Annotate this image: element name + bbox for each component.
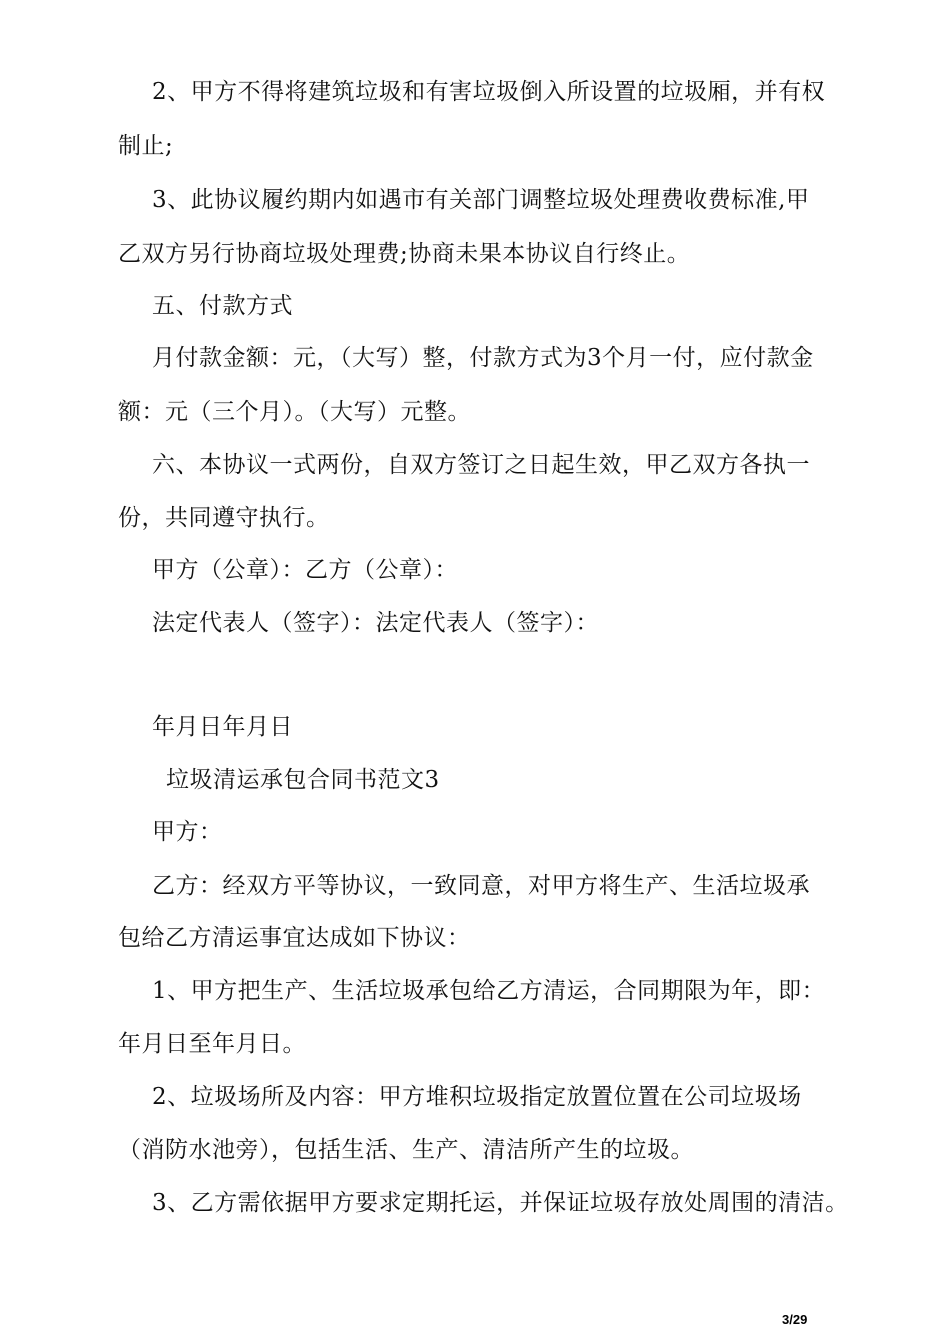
party-line: 甲方： xyxy=(152,819,223,845)
paragraph-line: 乙双方另行协商垃圾处理费;协商未果本协议自行终止。 xyxy=(118,241,691,267)
paragraph-line: 年月日至年月日。 xyxy=(118,1031,306,1057)
page-number: 3/29 xyxy=(782,1312,808,1327)
paragraph-line: 月付款金额：元，（大写）整，付款方式为3个月一付，应付款金 xyxy=(152,345,814,371)
paragraph-line: （消防水池旁），包括生活、生产、清洁所产生的垃圾。 xyxy=(118,1137,694,1163)
paragraph-line: 额：元（三个月）。（大写）元整。 xyxy=(118,399,471,425)
paragraph-line: 3、乙方需依据甲方要求定期托运，并保证垃圾存放处周围的清洁。 xyxy=(152,1190,849,1216)
paragraph-line: 包给乙方清运事宜达成如下协议： xyxy=(118,925,471,951)
signature-line: 法定代表人（签字）：法定代表人（签字）： xyxy=(152,610,599,636)
section-heading: 五、付款方式 xyxy=(152,293,293,319)
paragraph-line: 2、甲方不得将建筑垃圾和有害垃圾倒入所设置的垃圾厢，并有权 xyxy=(152,79,826,105)
paragraph-line: 3、此协议履约期内如遇市有关部门调整垃圾处理费收费标准,甲 xyxy=(152,187,810,213)
paragraph-line: 乙方：经双方平等协议，一致同意，对甲方将生产、生活垃圾承 xyxy=(152,873,810,899)
document-title: 垃圾清运承包合同书范文3 xyxy=(166,767,440,793)
signature-line: 甲方（公章）：乙方（公章）： xyxy=(152,557,458,583)
paragraph-line: 六、本协议一式两份，自双方签订之日起生效，甲乙双方各执一 xyxy=(152,452,810,478)
paragraph-line: 份，共同遵守执行。 xyxy=(118,505,330,531)
paragraph-line: 制止; xyxy=(118,133,174,159)
date-line: 年月日年月日 xyxy=(152,714,293,740)
paragraph-line: 1、甲方把生产、生活垃圾承包给乙方清运，合同期限为年，即： xyxy=(152,978,826,1004)
paragraph-line: 2、垃圾场所及内容：甲方堆积垃圾指定放置位置在公司垃圾场 xyxy=(152,1084,802,1110)
